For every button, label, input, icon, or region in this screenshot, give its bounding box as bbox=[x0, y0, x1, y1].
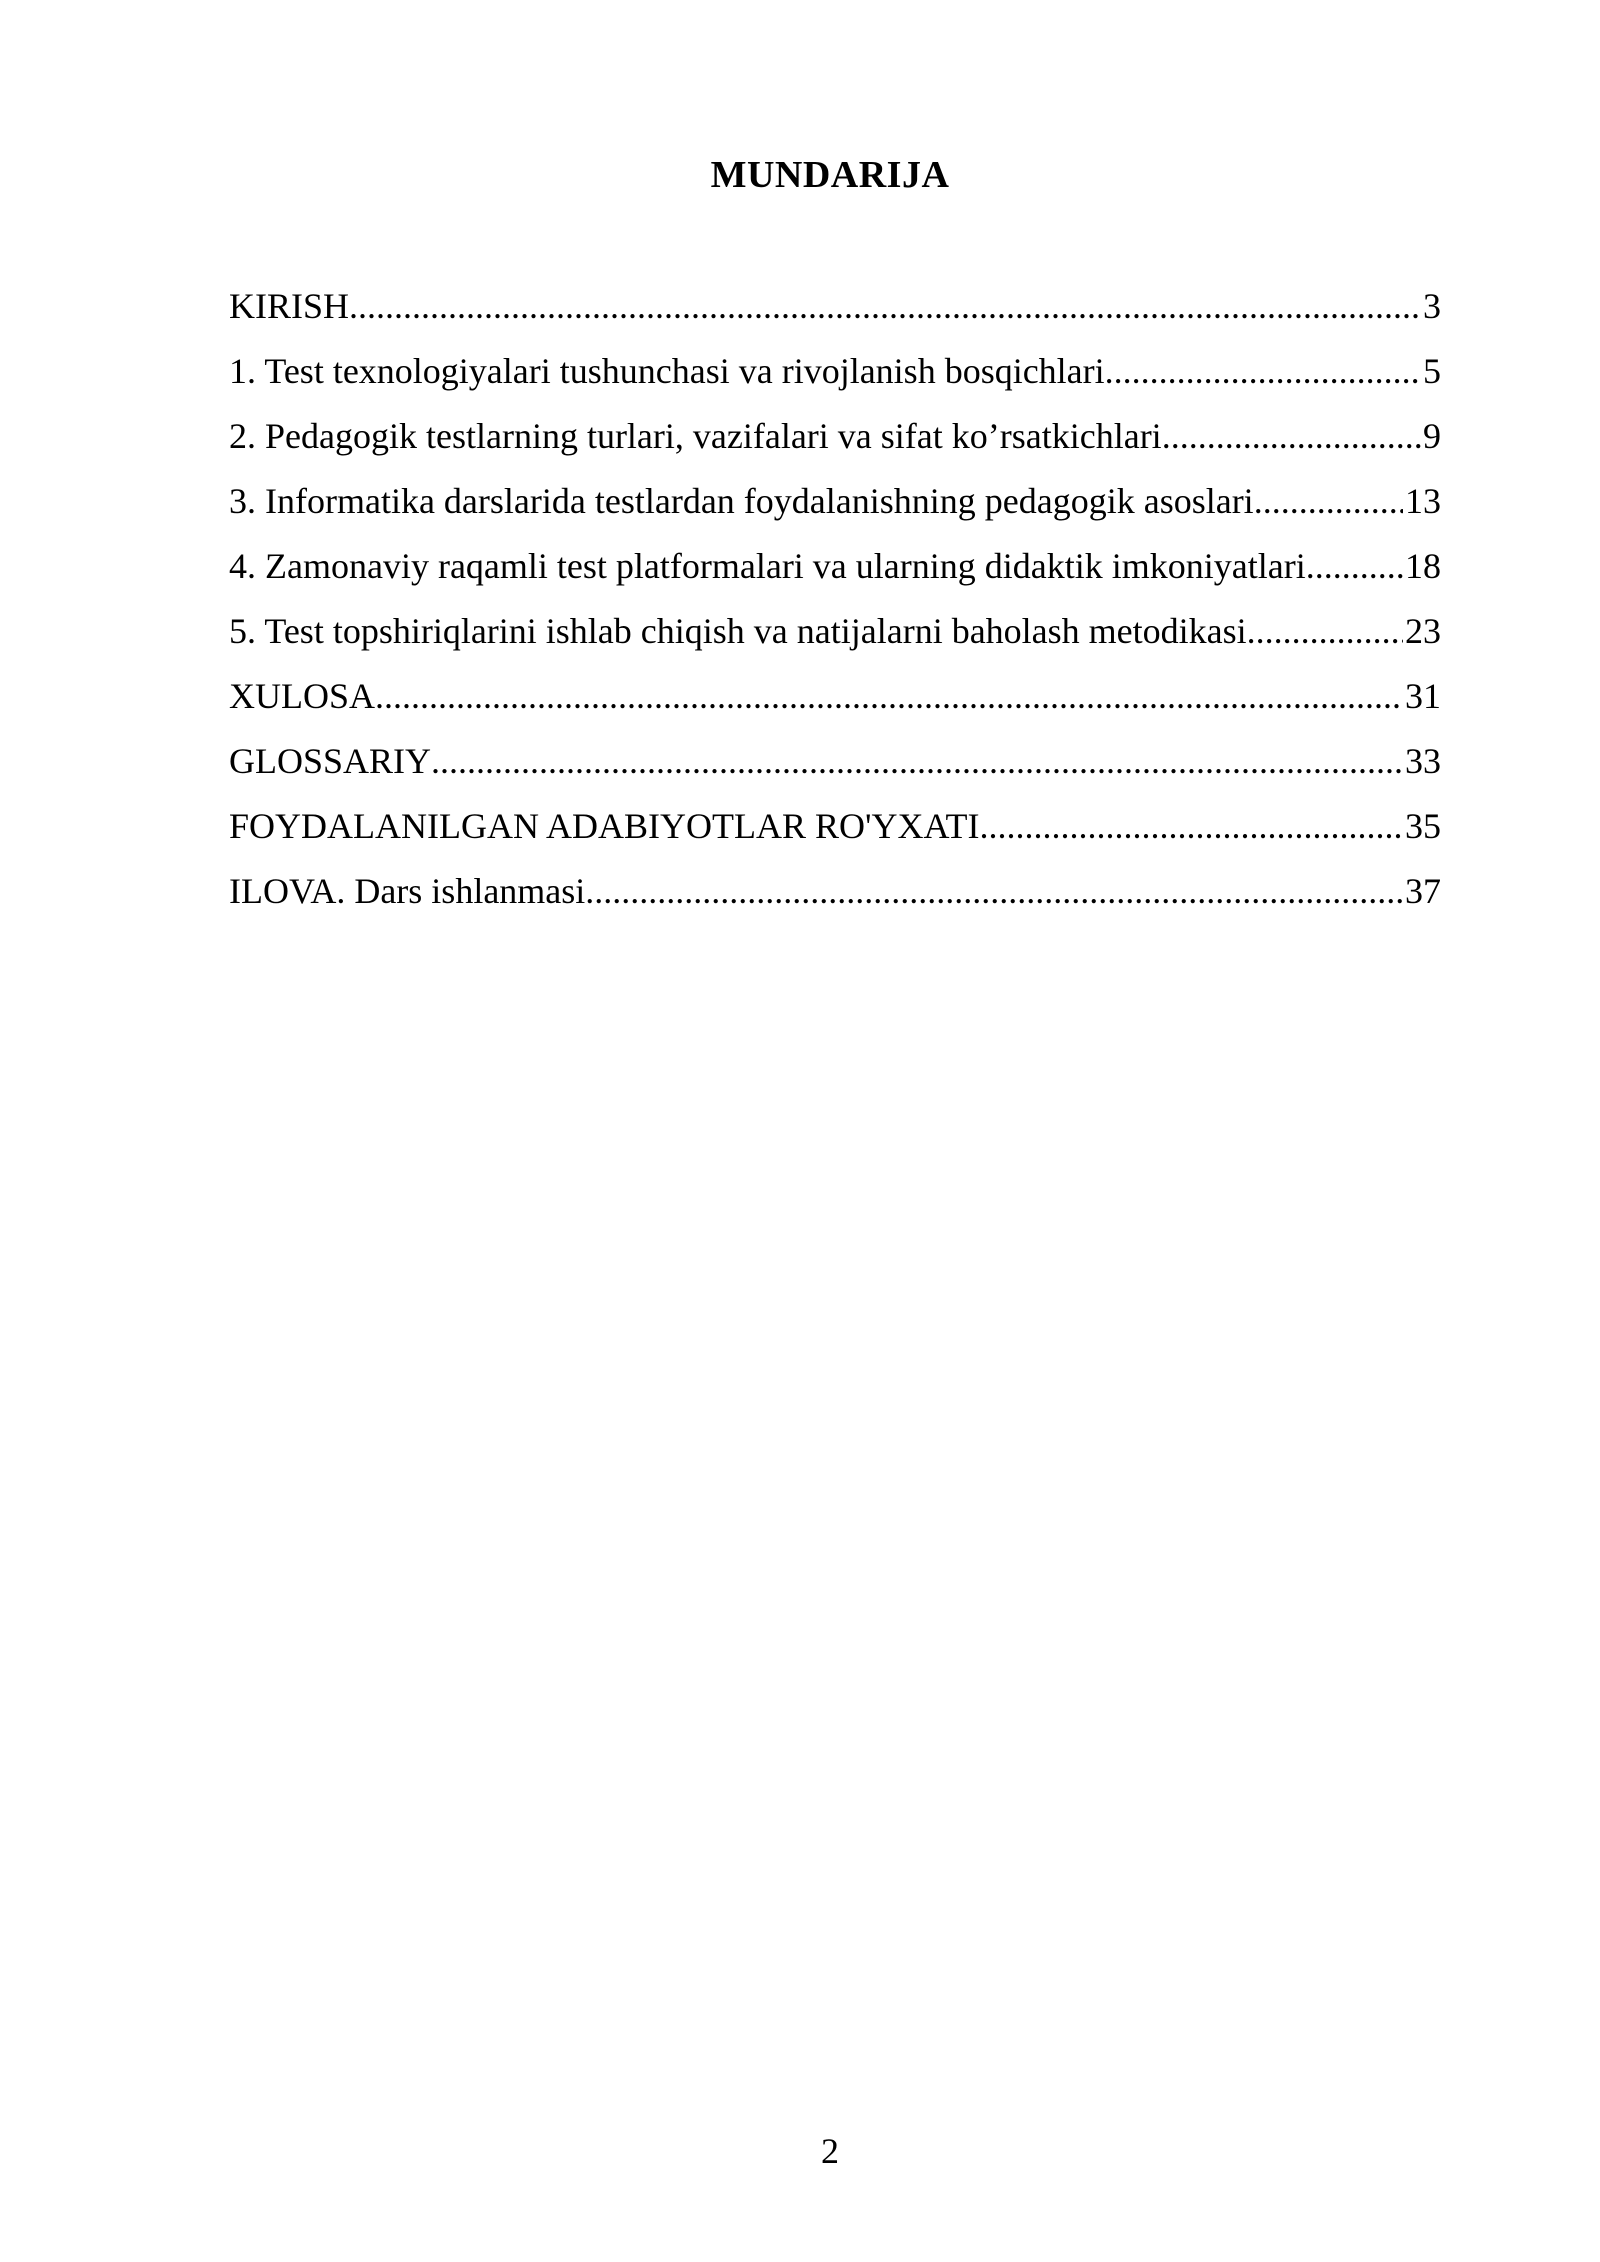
toc-dot-leader bbox=[1254, 478, 1403, 524]
toc-dot-leader bbox=[1105, 348, 1421, 394]
toc-entry-kirish[interactable] bbox=[229, 283, 1441, 348]
toc-entry-page: 18 bbox=[1405, 546, 1441, 586]
toc-entry-chapter-4[interactable] bbox=[229, 543, 1441, 608]
toc-entry-page: 3 bbox=[1423, 286, 1441, 326]
toc-entry-page: 13 bbox=[1405, 481, 1441, 521]
page-title: MUNDARIJA bbox=[710, 154, 950, 196]
toc-entry-chapter-3[interactable] bbox=[229, 478, 1441, 543]
toc-entry-chapter-5[interactable] bbox=[229, 608, 1441, 673]
toc-entry-label: 3. Informatika darslarida testlardan foydalanishning pedagogik asoslari bbox=[229, 481, 1254, 521]
toc-entry-label: KIRISH bbox=[229, 286, 350, 326]
toc-entry-xulosa[interactable] bbox=[229, 673, 1441, 738]
toc-entry-chapter-1[interactable] bbox=[229, 348, 1441, 413]
toc-entry-page: 33 bbox=[1405, 741, 1441, 781]
toc-dot-leader bbox=[349, 283, 1421, 329]
toc-dot-leader bbox=[431, 738, 1403, 784]
toc-entry-page: 31 bbox=[1405, 676, 1441, 716]
toc-entry-page: 37 bbox=[1405, 871, 1441, 911]
toc-dot-leader bbox=[1247, 608, 1403, 654]
toc-entry-label: FOYDALANILGAN ADABIYOTLAR RO'YXATI bbox=[229, 806, 980, 846]
toc-entry-label: GLOSSARIY bbox=[229, 741, 432, 781]
toc-entry-page: 35 bbox=[1405, 806, 1441, 846]
toc-entry-label: 5. Test topshiriqlarini ishlab chiqish va natijalarni baholash metodikasi bbox=[229, 611, 1247, 651]
toc-dot-leader bbox=[979, 803, 1403, 849]
toc-dot-leader bbox=[375, 673, 1403, 719]
table-of-contents bbox=[229, 283, 1441, 933]
toc-entry-ilova[interactable] bbox=[229, 868, 1441, 933]
toc-entry-page: 23 bbox=[1405, 611, 1441, 651]
toc-entry-label: XULOSA bbox=[229, 676, 376, 716]
toc-entry-label: 1. Test texnologiyalari tushunchasi va rivojlanish bosqichlari bbox=[229, 351, 1105, 391]
toc-entry-adabiyotlar[interactable] bbox=[229, 803, 1441, 868]
page-number: 2 bbox=[821, 2131, 839, 2171]
toc-entry-label: ILOVA. Dars ishlanmasi bbox=[229, 871, 586, 911]
toc-entry-glossariy[interactable] bbox=[229, 738, 1441, 803]
toc-dot-leader bbox=[585, 868, 1403, 914]
toc-entry-label: 4. Zamonaviy raqamli test platformalari va ularning didaktik imkoniyatlari bbox=[229, 546, 1306, 586]
toc-dot-leader bbox=[1162, 413, 1421, 459]
toc-entry-page: 5 bbox=[1423, 351, 1441, 391]
toc-entry-label: 2. Pedagogik testlarning turlari, vazifalari va sifat ko’rsatkichlari bbox=[229, 416, 1162, 456]
toc-dot-leader bbox=[1306, 543, 1403, 589]
toc-entry-chapter-2[interactable] bbox=[229, 413, 1441, 478]
toc-entry-page: 9 bbox=[1423, 416, 1441, 456]
